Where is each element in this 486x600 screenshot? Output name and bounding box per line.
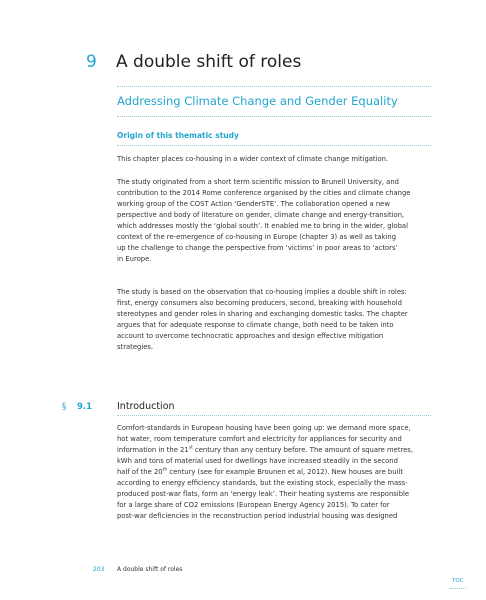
superscript: th [162, 467, 168, 473]
section-title: Introduction [117, 401, 175, 412]
text-run: century than any century before. The amount of square metres, [192, 446, 414, 454]
text-run: half of the 20 [117, 468, 163, 476]
text-line: up the challenge to change the perspective from ‘victims’ in poor areas to ‘actors’ [117, 244, 398, 252]
toc-link[interactable]: TOC [452, 578, 464, 584]
text-line: argues that for adequate response to climate change, both need to be taken into [117, 321, 394, 329]
text-line: working group of the COST Action ‘GenderSTE’. The collaboration opened a new [117, 200, 390, 208]
text-line: for a large share of CO2 emissions (European Energy Agency 2015). To cater for [117, 501, 390, 509]
divider [117, 145, 431, 146]
origin-paragraph-3 [117, 287, 433, 353]
chapter-title: A double shift of roles [116, 52, 302, 72]
toc-divider [450, 588, 466, 589]
text-line: hot water, room temperature comfort and electricity for appliances for security and [117, 435, 402, 443]
text-line: strategies. [117, 343, 154, 351]
superscript: st [188, 445, 193, 451]
divider [117, 116, 431, 117]
text-line: post-war deficiencies in the reconstruction period industrial housing was designed [117, 512, 398, 520]
text-line: perspective and body of literature on gender, climate change and energy-transition, [117, 211, 405, 219]
section-number: 9.1 [77, 402, 93, 412]
text-line: kWh and tons of material used for dwellings have increased steadily in the second [117, 457, 398, 465]
divider [117, 415, 431, 416]
divider [117, 86, 431, 87]
origin-heading: Origin of this thematic study [117, 131, 239, 140]
text-line: stereotypes and gender roles in sharing and exchanging domestic tasks. The chapter [117, 310, 408, 318]
text-run: information in the 21 [117, 446, 189, 454]
text-line: contribution to the 2014 Rome conference organised by the cities and climate change [117, 189, 411, 197]
text-run: century (see for example Brounen et al, 2012). New houses are built [167, 468, 403, 476]
text-line: account to overcome technocratic approaches and design effective mitigation [117, 332, 384, 340]
text-line: in Europe. [117, 255, 152, 263]
text-line [117, 467, 433, 478]
running-title: A double shift of roles [117, 566, 183, 573]
text-line: Comfort-standards in European housing have been going up: we demand more space, [117, 424, 411, 432]
chapter-heading [86, 52, 301, 82]
origin-paragraph-2 [117, 177, 433, 265]
origin-paragraph-1 [117, 154, 433, 165]
text-line: The study originated from a short term scientific mission to Brunell University, and [117, 178, 399, 186]
text-line: first, energy consumers also becoming producers, second, breaking with household [117, 299, 402, 307]
text-line: produced post-war flats, form an ‘energy leak’. Their heating systems are responsible [117, 490, 410, 498]
text-line: The study is based on the observation that co-housing implies a double shift in roles: [117, 288, 407, 296]
text-line: which addresses mostly the ‘global south’. It enabled me to bring in the wider, global [117, 222, 408, 230]
section-sign: § [62, 402, 67, 412]
text-line: context of the re-emergence of co-housing in Europe (chapter 3) as well as taking [117, 233, 397, 241]
introduction-paragraph [117, 423, 433, 522]
page-number: 203 [93, 566, 105, 573]
text-line [117, 445, 433, 456]
text-line: according to energy efficiency standards, but the existing stock, especially the mass- [117, 479, 408, 487]
text-line: This chapter places co-housing in a wider context of climate change mitigation. [117, 155, 389, 163]
chapter-subtitle: Addressing Climate Change and Gender Equality [117, 94, 398, 108]
chapter-number: 9 [86, 52, 97, 72]
